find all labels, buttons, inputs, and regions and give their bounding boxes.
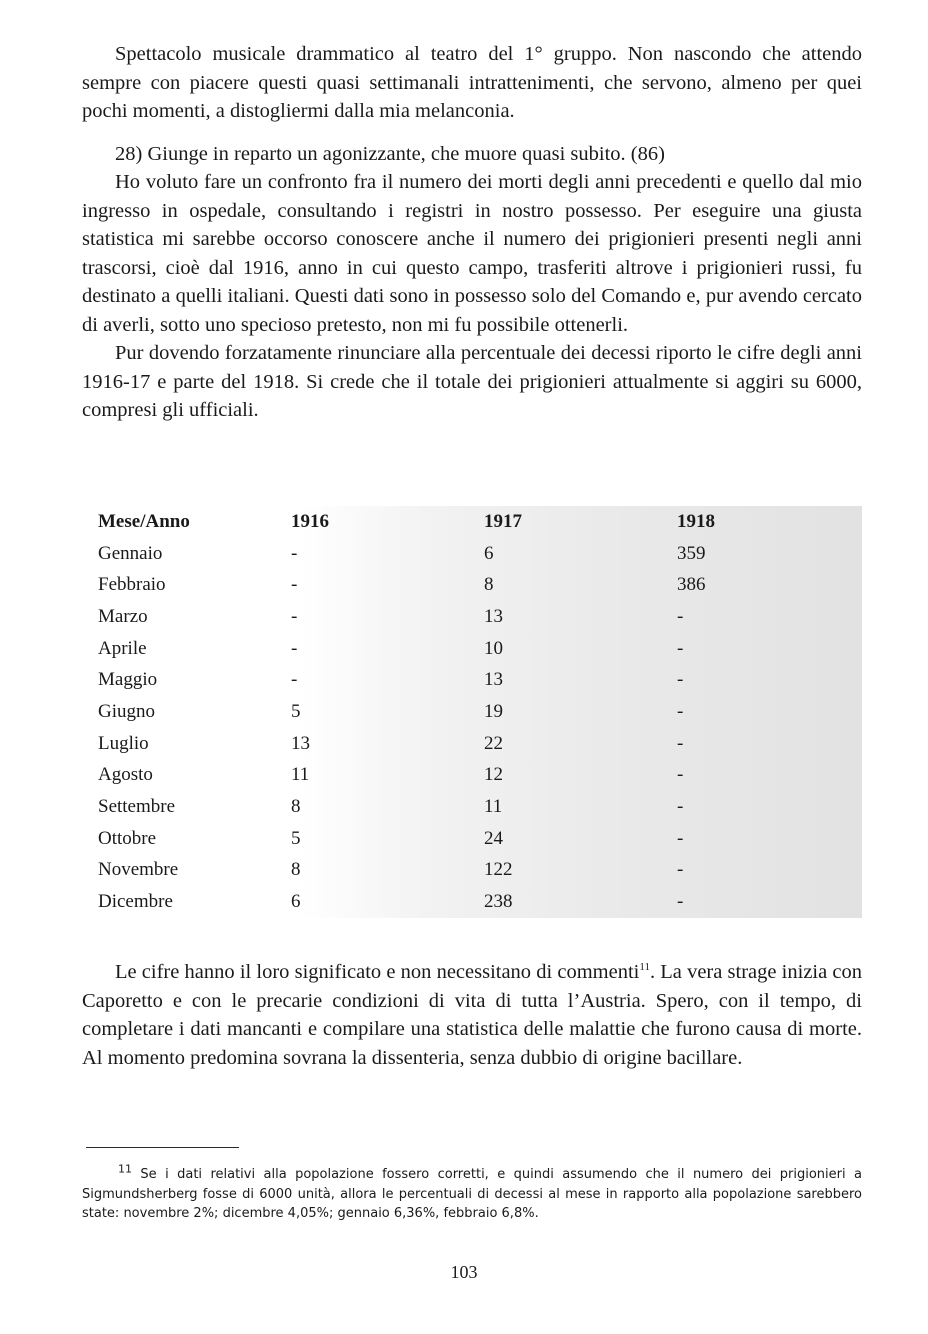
value-cell: 10 [484,637,503,659]
table-body [98,538,857,918]
footnote-reference: 11 [639,961,650,974]
value-cell: - [677,669,684,691]
value-cell: 11 [291,764,310,786]
page-number: 103 [450,1262,478,1282]
value-cell: - [677,700,684,722]
table-row [98,886,857,918]
value-cell: 386 [677,574,706,596]
main-text [82,40,862,425]
table-header-row [98,506,857,538]
month-cell: Maggio [98,669,158,691]
value-cell: 8 [291,796,301,818]
table-row [98,760,857,792]
value-cell: 13 [484,669,503,691]
value-cell: - [677,637,684,659]
value-cell: - [291,669,298,691]
month-cell: Marzo [98,605,148,627]
table-row [98,855,857,887]
value-cell: 11 [484,796,503,818]
deaths-table-area [82,506,862,918]
month-cell: Aprile [98,637,147,659]
value-cell: - [677,732,684,754]
table-row [98,696,857,728]
paragraph-4: Pur dovendo forzatamente rinunciare alla percentuale dei decessi riporto le cifre degli anni 1916-17 e parte del 1918. Si crede che il totale dei prigionieri attualmente si aggiri su 6000, compresi gli ufficiali. [82,342,862,421]
value-cell: 13 [291,732,310,754]
table-row [98,728,857,760]
value-cell: 13 [484,605,503,627]
paragraph-5-rest: . La vera strage inizia con Caporetto e con le precarie condizioni di vita di tutta l’Austria. Spero, con il tempo, di completare i dati mancanti e compilare una statistica delle malattie che furono causa di morte. Al momento predomina sovrana la dissenteria, senza dubbio di origine bacillare. [82,961,862,1069]
value-cell: - [677,796,684,818]
table-row [98,633,857,665]
paragraph-5 [82,958,862,1072]
paragraph-5-text: Le cifre hanno il loro significato e non necessitano di commenti [115,961,640,983]
month-cell: Giugno [98,700,155,722]
footnote-number: 11 [118,1162,132,1176]
paragraph-gap [82,126,862,140]
footnote-text: Se i dati relativi alla popolazione fossero corretti, e quindi assumendo che il numero dei prigionieri a Sigmundsherberg fosse di 6000 unità, allora le percentuali di decessi al mese in rapporto alla popolazione sarebbero state: novembre 2%; dicembre 4,05%; gennaio 6,36%, febbraio 6,8%. [82,1167,862,1221]
month-cell: Febbraio [98,574,166,596]
month-cell: Ottobre [98,827,157,849]
paragraph-1: Spettacolo musicale drammatico al teatro del 1° gruppo. Non nascondo che attendo sempre con piacere questi quasi settimanali intrattenimenti, che servono, almeno per quei pochi momenti, a distogliermi dalla mia melanconia. [82,43,862,122]
value-cell: - [291,605,298,627]
table-row [98,538,857,570]
month-cell: Dicembre [98,891,173,913]
value-cell: 359 [677,542,706,564]
table-row [98,791,857,823]
footnote-divider [86,1147,239,1148]
table-row [98,823,857,855]
month-cell: Novembre [98,859,179,881]
value-cell: 122 [484,859,513,881]
value-cell: 22 [484,732,503,754]
table-row [98,569,857,601]
paragraph-2: 28) Giunge in reparto un agonizzante, che muore quasi subito. (86) [115,142,665,165]
month-cell: Luglio [98,732,149,754]
footnote [82,1162,862,1224]
value-cell: 8 [484,574,494,596]
header-1916: 1916 [291,510,329,532]
value-cell: 8 [291,859,301,881]
value-cell: - [291,574,298,596]
value-cell: 5 [291,700,301,722]
header-month-year: Mese/Anno [98,510,190,532]
value-cell: - [677,859,684,881]
header-1918: 1918 [677,510,715,532]
month-cell: Gennaio [98,542,163,564]
header-1917: 1917 [484,510,522,532]
value-cell: - [291,637,298,659]
value-cell: 24 [484,827,503,849]
value-cell: - [291,542,298,564]
value-cell: 5 [291,827,301,849]
month-cell: Settembre [98,796,176,818]
value-cell: - [677,605,684,627]
deaths-table [98,506,857,918]
value-cell: 6 [291,891,301,913]
value-cell: 6 [484,542,494,564]
value-cell: 238 [484,891,513,913]
paragraph-3: Ho voluto fare un confronto fra il numero dei morti degli anni precedenti e quello dal mio ingresso in ospedale, consultando i registri in nostro possesso. Per eseguire una giusta statistica mi sarebbe occorso conoscere anche il numero dei prigionieri presenti negli anni trascorsi, cioè dal 1916, anno in cui questo campo, trasferiti altrove i prigionieri russi, fu destinato a quelli italiani. Questi dati sono in possesso solo del Comando e, pur avendo cercato di averli, sotto uno specioso pretesto, non mi fu possibile ottenerli. [82,171,862,336]
value-cell: - [677,764,684,786]
closing-text [82,958,862,1072]
value-cell: - [677,891,684,913]
month-cell: Agosto [98,764,153,786]
table-row [98,601,857,633]
value-cell: 19 [484,700,503,722]
value-cell: 12 [484,764,503,786]
table-row [98,664,857,696]
value-cell: - [677,827,684,849]
